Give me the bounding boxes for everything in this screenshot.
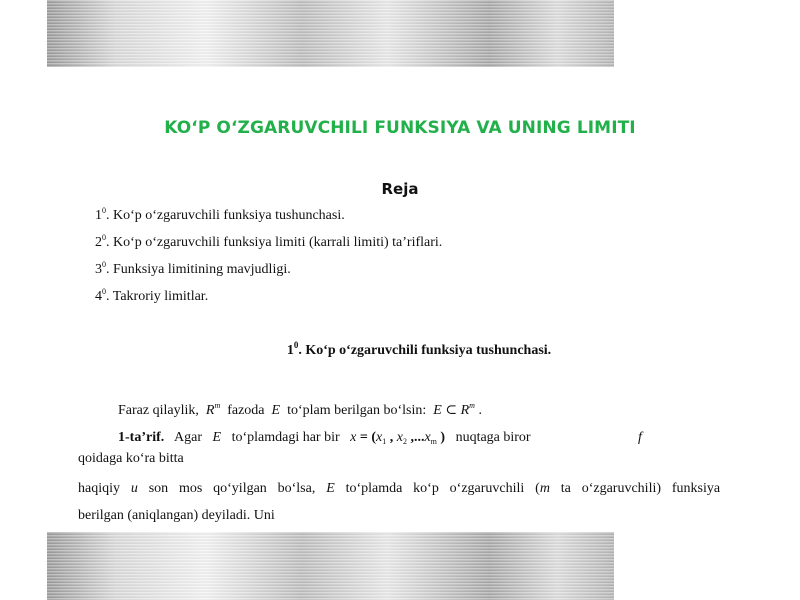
function-symbol: f <box>638 430 642 445</box>
plan-item: $2^0$. Ko‘p o‘zgaruvchili funksiya limiti (karrali limiti) ta’riflari. <box>95 233 443 250</box>
paragraph-line: Faraz qilaylik, $R^m$ fazoda E to‘plam berilgan bo‘lsin: E ⊂ $R^m$ . <box>118 401 482 418</box>
plan-heading: Reja <box>381 180 419 198</box>
paragraph-line: berilgan (aniqlangan) deyiladi. Uni <box>78 508 275 523</box>
decorative-metal-band-top <box>47 0 614 67</box>
plan-item: $3^0$. Funksiya limitining mavjudligi. <box>95 260 291 277</box>
plan-item: $4^0$. Takroriy limitlar. <box>95 287 209 304</box>
paragraph-line: qoidaga ko‘ra bitta <box>78 451 184 466</box>
paragraph-line: haqiqiy u son mos qo‘yilgan bo‘lsa, E to‘plamda ko‘p o‘zgaruvchili (m ta o‘zgaruvchili) funksiya <box>78 481 721 496</box>
section-heading: $1^0$. Ko‘p o‘zgaruvchili funksiya tushunchasi. <box>286 340 552 358</box>
decorative-metal-band-bottom <box>47 532 614 600</box>
definition-line: 1-ta’rif. Agar E to‘plamdagi har bir $x = (x_1$ , $x_2$ $,...x_m$ ) nuqtaga biror <box>118 430 531 446</box>
plan-item: $1^0$. Ko‘p o‘zgaruvchili funksiya tushunchasi. <box>95 206 345 223</box>
page-title: KO‘P O‘ZGARUVCHILI FUNKSIYA VA UNING LIMITI <box>164 118 636 138</box>
